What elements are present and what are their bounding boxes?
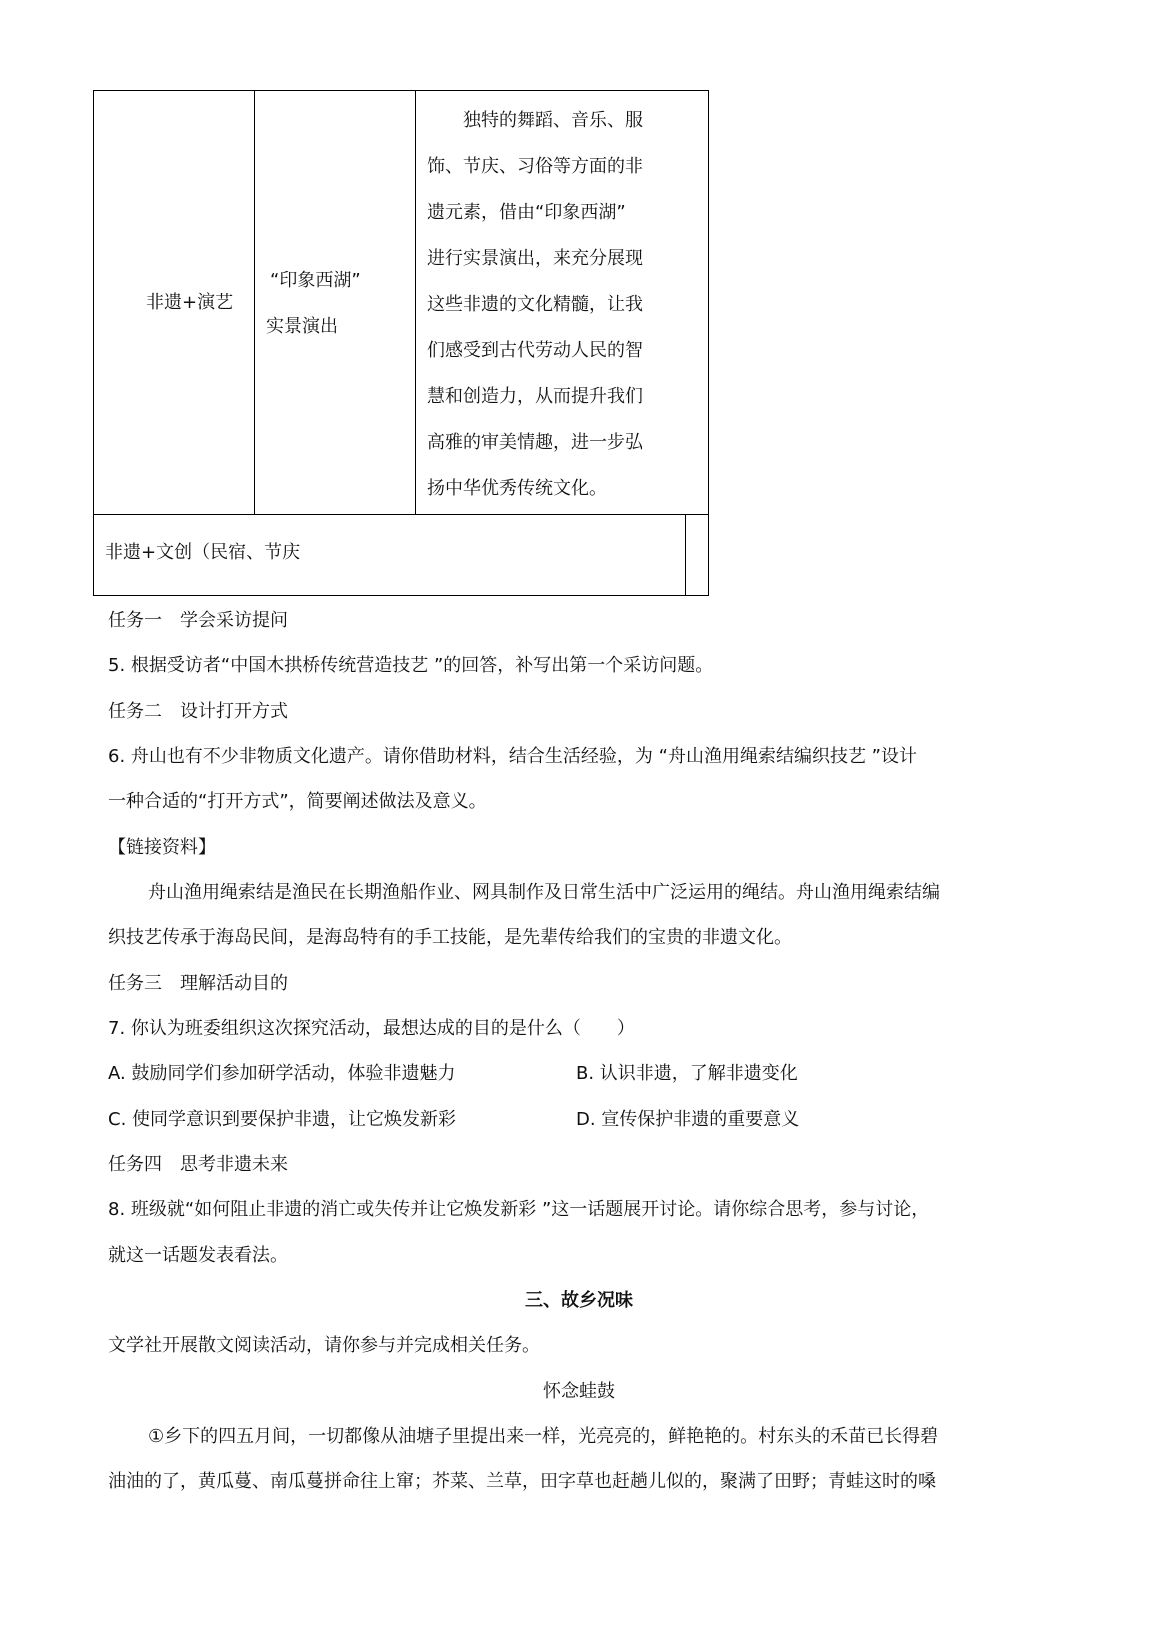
section-intro: 文学社开展散文阅读活动，请你参与并完成相关任务。 bbox=[108, 1335, 540, 1356]
question-7: 7. 你认为班委组织这次探究活动，最想达成的目的是什么（ ） bbox=[108, 1018, 635, 1039]
description-line: 慧和创造力，从而提升我们 bbox=[427, 386, 643, 407]
task3-title: 任务三 理解活动目的 bbox=[108, 973, 288, 994]
heritage-table bbox=[93, 90, 709, 596]
table-row-divider bbox=[93, 514, 709, 515]
link-material-line-2: 织技艺传承于海岛民间，是海岛特有的手工技能，是先辈传给我们的宝贵的非遗文化。 bbox=[108, 927, 792, 948]
option-a: A. 鼓励同学们参加研学活动，体验非遗魅力 bbox=[108, 1063, 456, 1084]
task1-title: 任务一 学会采访提问 bbox=[108, 610, 288, 631]
description-line: 们感受到古代劳动人民的智 bbox=[427, 340, 643, 361]
description-line: 这些非遗的文化精髓，让我 bbox=[427, 294, 643, 315]
essay-para1-line-1: ①乡下的四五月间，一切都像从油塘子里提出来一样，光亮亮的，鲜艳艳的。村东头的禾苗已长得碧 bbox=[148, 1426, 939, 1447]
question-6-line-1: 6. 舟山也有不少非物质文化遗产。请你借助材料，结合生活经验，为 “舟山渔用绳索结编织技艺 ”设计 bbox=[108, 746, 917, 767]
task4-title: 任务四 思考非遗未来 bbox=[108, 1154, 288, 1175]
table-row2-category: 非遗+文创（民宿、节庆 bbox=[105, 542, 301, 563]
question-8-line-1: 8. 班级就“如何阻止非遗的消亡或失传并让它焕发新彩 ”这一话题展开讨论。请你综合思考，参与讨论， bbox=[108, 1199, 930, 1220]
project-line-1: “印象西湖” bbox=[270, 270, 361, 291]
table-cell-category: 非遗+演艺 bbox=[146, 292, 234, 313]
table-col-divider-row2 bbox=[685, 514, 686, 596]
essay-para1-line-2: 油油的了，黄瓜蔓、南瓜蔓拼命往上窜；芥菜、兰草，田字草也赶趟儿似的，聚满了田野；青蛙这时的嗓 bbox=[108, 1471, 936, 1492]
question-6-line-2: 一种合适的“打开方式”，简要阐述做法及意义。 bbox=[108, 791, 487, 812]
link-material-line-1: 舟山渔用绳索结是渔民在长期渔船作业、网具制作及日常生活中广泛运用的绳结。舟山渔用绳索结编 bbox=[148, 882, 940, 903]
option-b: B. 认识非遗，了解非遗变化 bbox=[576, 1063, 798, 1084]
table-cell-description bbox=[415, 90, 708, 514]
table-border-right bbox=[708, 90, 709, 596]
table-border-left bbox=[93, 90, 94, 596]
description-text bbox=[427, 98, 689, 512]
project-line-2: 实景演出 bbox=[266, 316, 338, 337]
option-d: D. 宣传保护非遗的重要意义 bbox=[576, 1109, 800, 1130]
description-line: 饰、节庆、习俗等方面的非 bbox=[427, 156, 643, 177]
essay-title: 怀念蛙鼓 bbox=[543, 1381, 615, 1402]
option-c: C. 使同学意识到要保护非遗，让它焕发新彩 bbox=[108, 1109, 457, 1130]
description-line: 扬中华优秀传统文化。 bbox=[427, 478, 607, 499]
question-5: 5. 根据受访者“中国木拱桥传统营造技艺 ”的回答，补写出第一个采访问题。 bbox=[108, 655, 714, 676]
table-border-bottom bbox=[93, 595, 709, 596]
section-heading: 三、故乡况味 bbox=[525, 1290, 633, 1311]
task2-title: 任务二 设计打开方式 bbox=[108, 701, 288, 722]
table-cell-project bbox=[254, 90, 415, 514]
description-line: 进行实景演出，来充分展现 bbox=[427, 248, 643, 269]
description-line: 独特的舞蹈、音乐、服 bbox=[463, 110, 643, 131]
link-material-title: 【链接资料】 bbox=[108, 837, 216, 858]
question-8-line-2: 就这一话题发表看法。 bbox=[108, 1245, 288, 1266]
description-line: 遗元素，借由“印象西湖” bbox=[427, 202, 626, 223]
description-line: 高雅的审美情趣，进一步弘 bbox=[427, 432, 643, 453]
